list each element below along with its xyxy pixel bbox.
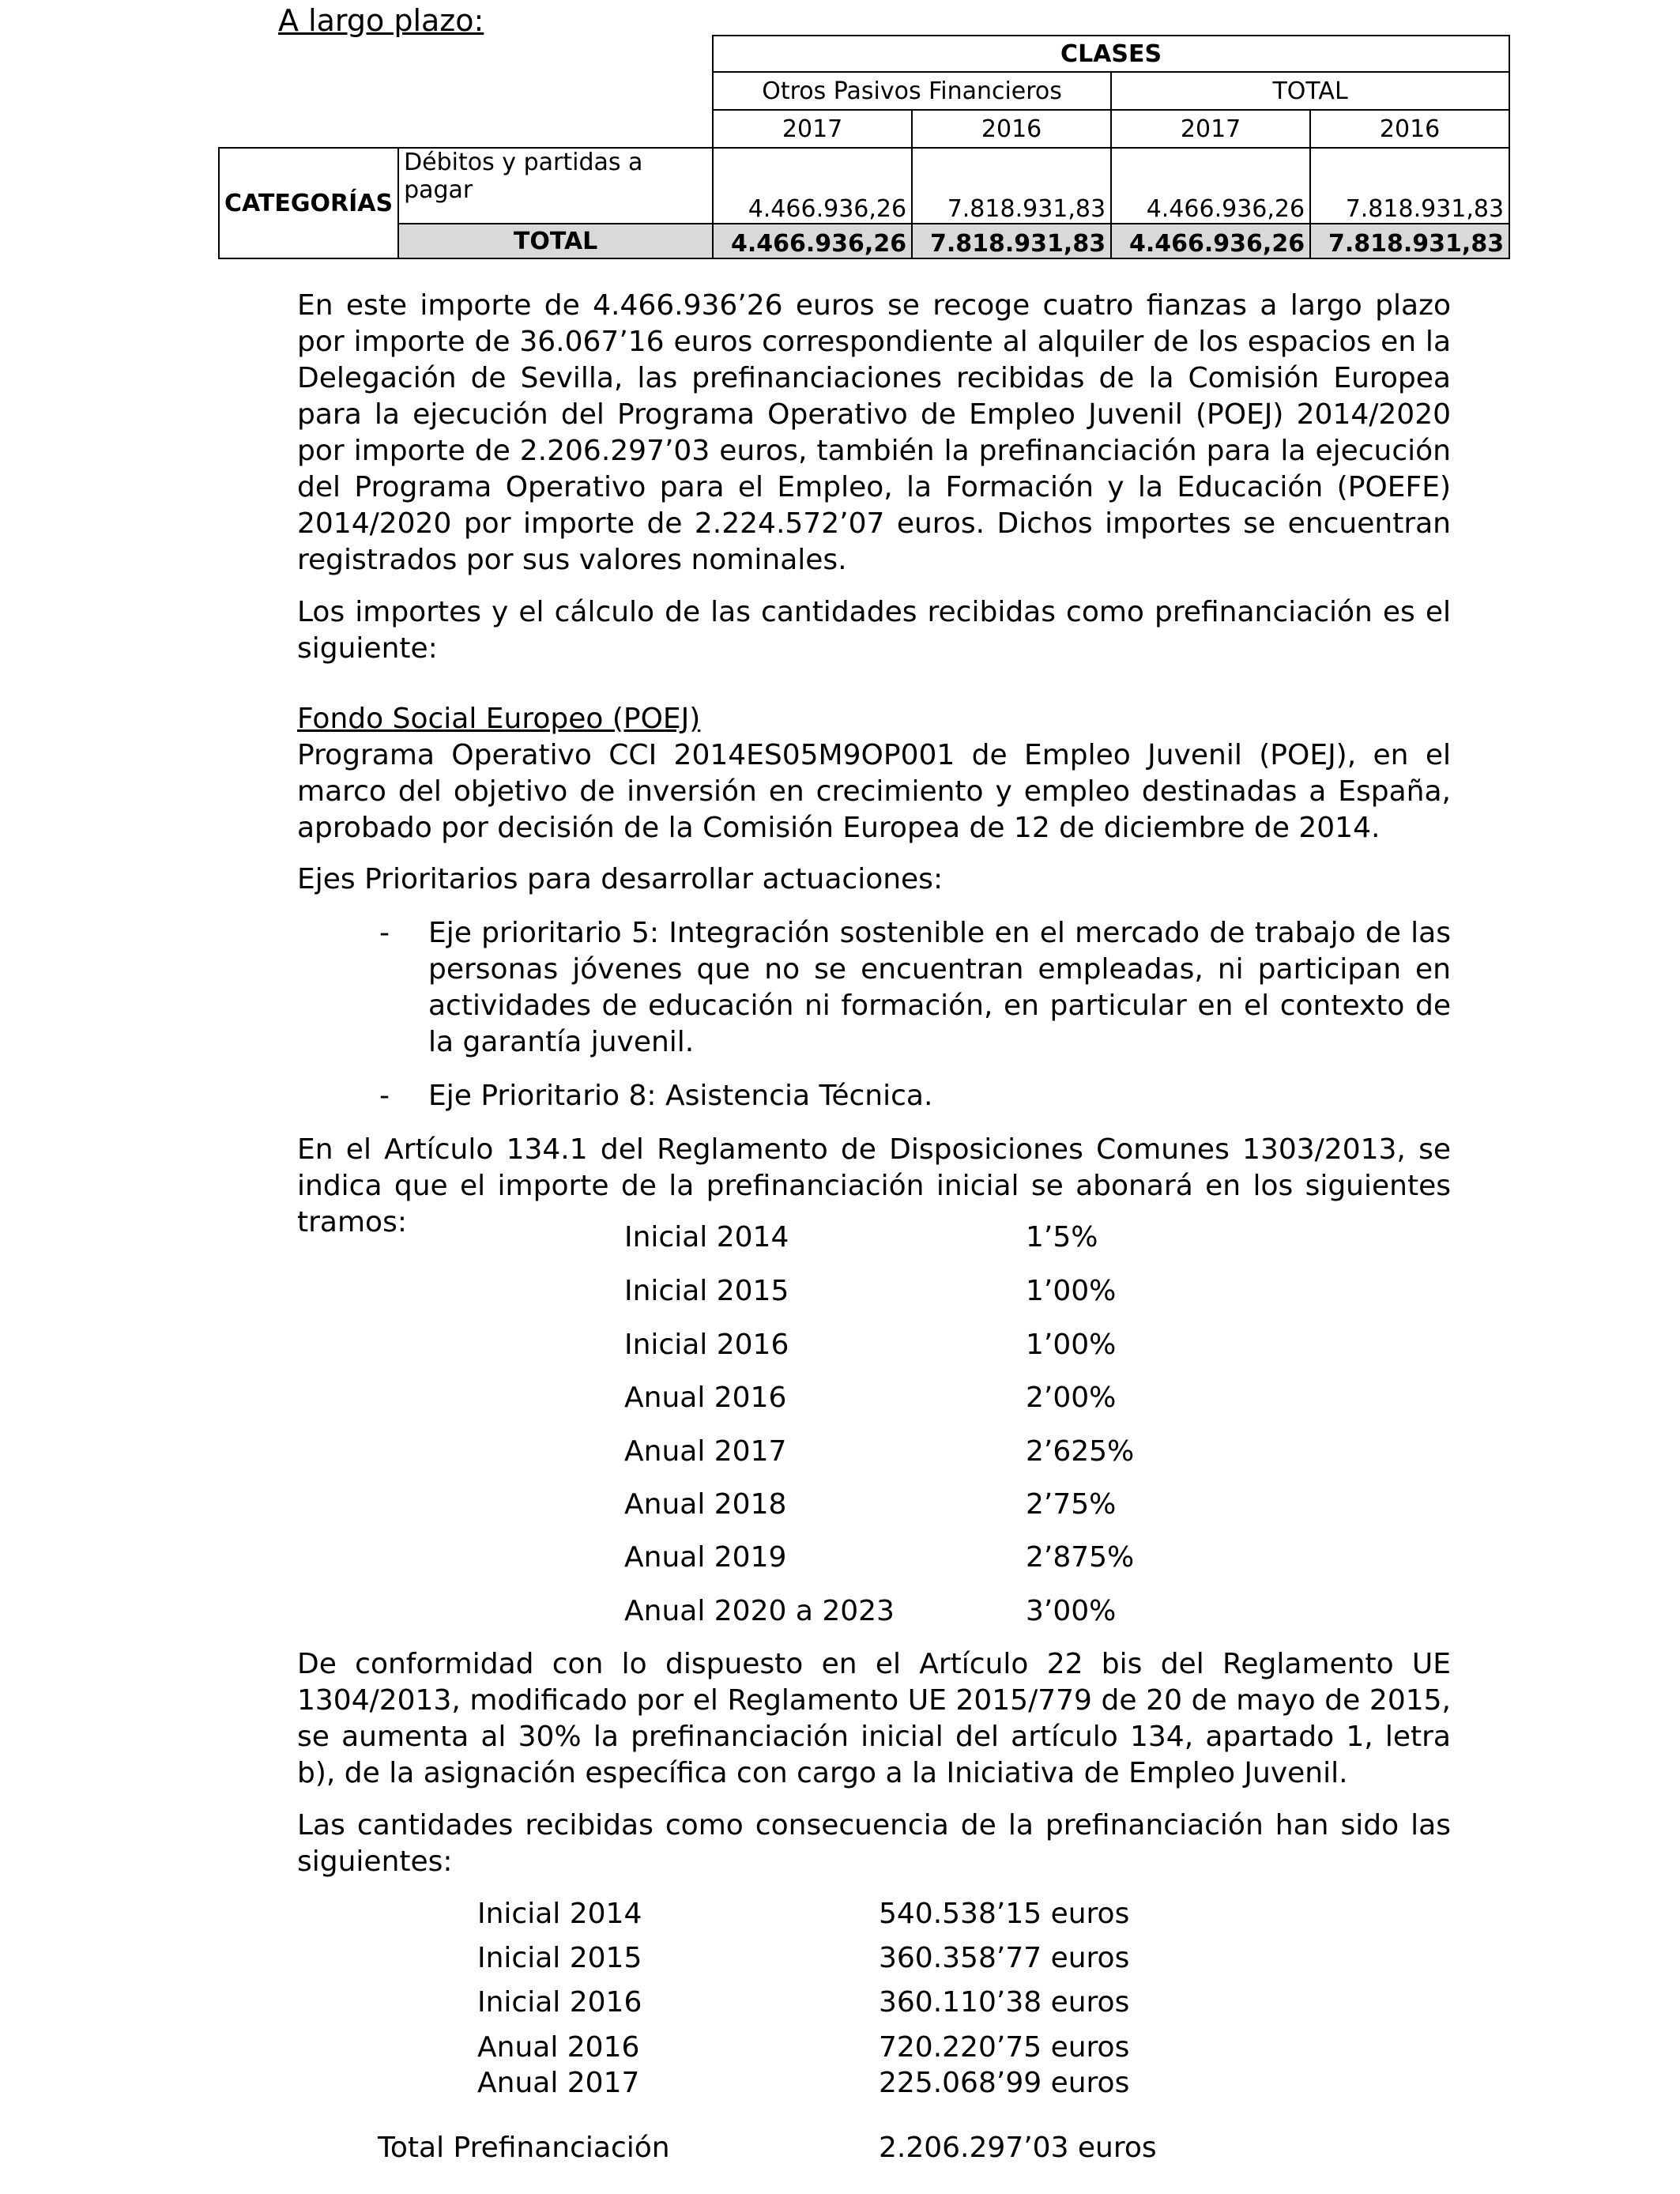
bullet-item: Eje prioritario 5: Integración sostenible en el mercado de trabajo de las personas jóvenes que no se encuentran empleadas, ni participan en actividades de educación ni formación, en particular en el contexto de la garantía juvenil. bbox=[428, 917, 1451, 1058]
total-label: TOTAL bbox=[398, 224, 713, 258]
paragraph-programa: Programa Operativo CCI 2014ES05M9OP001 de Empleo Juvenil (POEJ), en el marco del objetivo de inversión en crecimiento y empleo destinadas a España, aprobado por decisión de la Comisión Europea de 12 de diciembre de 2014. bbox=[297, 739, 1451, 844]
cantidad-label: Anual 2016 bbox=[477, 2031, 640, 2064]
paragraph-cantidades: Las cantidades recibidas como consecuencia de la prefinanciación han sido las siguientes: bbox=[297, 1809, 1451, 1878]
year-header: 2016 bbox=[912, 110, 1111, 148]
group-otros-header: Otros Pasivos Financieros bbox=[713, 72, 1111, 110]
cantidad-value: 540.538’15 euros bbox=[879, 1898, 1130, 1930]
cantidad-value: 360.110’38 euros bbox=[879, 1986, 1130, 2019]
tramo-value: 1’5% bbox=[1026, 1221, 1098, 1253]
section-heading: A largo plazo: bbox=[278, 3, 484, 38]
total-cell: 4.466.936,26 bbox=[1111, 224, 1310, 258]
cantidad-value: 720.220’75 euros bbox=[879, 2031, 1130, 2064]
tramo-label: Anual 2019 bbox=[624, 1541, 787, 1574]
paragraph-conformidad: De conformidad con lo dispuesto en el Artículo 22 bis del Reglamento UE 1304/2013, modificado por el Reglamento UE 2015/779 de 20 de mayo de 2015, se aumenta al 30% la prefinanciación inicial del artículo 134, apartado 1, letra b), de la asignación específica con cargo a la Iniciativa de Empleo Juvenil. bbox=[297, 1648, 1451, 1789]
tramo-label: Inicial 2015 bbox=[624, 1275, 789, 1307]
cantidad-label: Inicial 2015 bbox=[477, 1942, 642, 1974]
bullet-mark: - bbox=[379, 917, 390, 949]
total-prefinanciacion-value: 2.206.297’03 euros bbox=[879, 2132, 1157, 2164]
total-cell: 7.818.931,83 bbox=[912, 224, 1111, 258]
cantidad-value: 225.068’99 euros bbox=[879, 2067, 1130, 2099]
table-cell: 4.466.936,26 bbox=[1111, 148, 1310, 224]
tramo-value: 1’00% bbox=[1026, 1329, 1117, 1361]
total-cell: 7.818.931,83 bbox=[1310, 224, 1509, 258]
tramo-value: 2’75% bbox=[1026, 1488, 1117, 1521]
tramo-label: Anual 2016 bbox=[624, 1382, 787, 1414]
tramo-value: 2’625% bbox=[1026, 1435, 1135, 1468]
tramo-value: 2’00% bbox=[1026, 1382, 1117, 1414]
cantidad-value: 360.358’77 euros bbox=[879, 1942, 1130, 1974]
table-cell: 7.818.931,83 bbox=[912, 148, 1111, 224]
tramo-label: Anual 2018 bbox=[624, 1488, 787, 1521]
table-cell: 7.818.931,83 bbox=[1310, 148, 1509, 224]
tramo-label: Anual 2020 a 2023 bbox=[624, 1595, 895, 1627]
categorias-label: CATEGORÍAS bbox=[219, 148, 398, 258]
total-cell: 4.466.936,26 bbox=[713, 224, 912, 258]
year-header: 2017 bbox=[713, 110, 912, 148]
tramo-value: 2’875% bbox=[1026, 1541, 1135, 1574]
bullet-item: Eje Prioritario 8: Asistencia Técnica. bbox=[428, 1080, 933, 1112]
year-header: 2016 bbox=[1310, 110, 1509, 148]
total-prefinanciacion-label: Total Prefinanciación bbox=[378, 2132, 670, 2164]
table-cell: 4.466.936,26 bbox=[713, 148, 912, 224]
tramo-label: Anual 2017 bbox=[624, 1435, 787, 1468]
group-total-header: TOTAL bbox=[1111, 72, 1509, 110]
ejes-title: Ejes Prioritarios para desarrollar actuaciones: bbox=[297, 863, 944, 895]
tramo-value: 1’00% bbox=[1026, 1275, 1117, 1307]
paragraph-importe: En este importe de 4.466.936’26 euros se recoge cuatro fianzas a largo plazo por importe de 36.067’16 euros correspondiente al alquiler de los espacios en la Delegación de Sevilla, las prefinanciaciones recibidas de la Comisión Europea para la ejecución del Programa Operativo de Empleo Juvenil (POEJ) 2014/2020 por importe de 2.206.297’03 euros, también la prefinanciación para la ejecución del Programa Operativo para el Empleo, la Formación y la Educación (POEFE) 2014/2020 por importe de 2.224.572’07 euros. Dichos importes se encuentran registrados por sus valores nominales. bbox=[297, 289, 1451, 576]
paragraph-calculo: Los importes y el cálculo de las cantidades recibidas como prefinanciación es el siguiente: bbox=[297, 596, 1451, 665]
paragraph-articulo: En el Artículo 134.1 del Reglamento de Disposiciones Comunes 1303/2013, se indica que el importe de la prefinanciación inicial se abonará en los siguientes tramos: bbox=[297, 1133, 1451, 1238]
clases-header: CLASES bbox=[713, 36, 1509, 72]
year-header: 2017 bbox=[1111, 110, 1310, 148]
cantidad-label: Anual 2017 bbox=[477, 2067, 640, 2099]
tramo-label: Inicial 2016 bbox=[624, 1329, 789, 1361]
bullet-mark: - bbox=[379, 1080, 390, 1112]
cantidad-label: Inicial 2016 bbox=[477, 1986, 642, 2019]
tramo-value: 3’00% bbox=[1026, 1595, 1117, 1627]
financial-table bbox=[218, 35, 1510, 259]
tramo-label: Inicial 2014 bbox=[624, 1221, 789, 1253]
fse-title: Fondo Social Europeo (POEJ) bbox=[297, 703, 701, 735]
cantidad-label: Inicial 2014 bbox=[477, 1898, 642, 1930]
row-label: Débitos y partidas a pagar bbox=[398, 148, 713, 224]
